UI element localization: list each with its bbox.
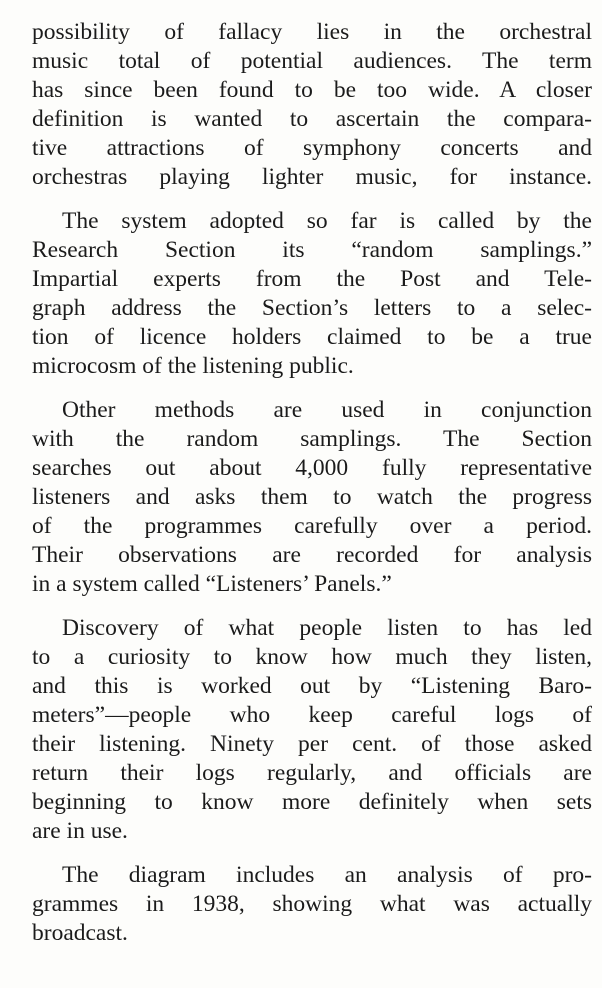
text-line: grammes in 1938, showing what was actually (32, 891, 592, 917)
text-line: possibility of fallacy lies in the orchestral (32, 19, 592, 45)
text-line: definition is wanted to ascertain the compara- (32, 106, 592, 132)
text-line: tion of licence holders claimed to be a true (32, 324, 592, 350)
text-line: with the random samplings. The Section (32, 426, 592, 452)
text-line: orchestras playing lighter music, for instance. (32, 164, 592, 190)
text-line: Research Section its “random samplings.” (32, 237, 592, 263)
text-line: to a curiosity to know how much they listen, (32, 644, 592, 670)
text-line: Their observations are recorded for analysis (32, 542, 592, 568)
text-line: Discovery of what people listen to has led (62, 615, 592, 641)
text-line: return their logs regularly, and officials are (32, 760, 592, 786)
text-line: beginning to know more definitely when sets (32, 789, 592, 815)
text-line: Other methods are used in conjunction (62, 397, 592, 423)
text-line: listeners and asks them to watch the progress (32, 484, 592, 510)
paragraph-4 (32, 614, 592, 846)
text-line: The diagram includes an analysis of pro- (62, 862, 592, 888)
paragraph-2 (32, 207, 592, 381)
paragraph-3 (32, 396, 592, 599)
text-line: Impartial experts from the Post and Tele- (32, 266, 592, 292)
text-line: and this is worked out by “Listening Baro- (32, 673, 592, 699)
text-line: of the programmes carefully over a period. (32, 513, 592, 539)
text-line: microcosm of the listening public. (32, 353, 354, 379)
text-line: searches out about 4,000 fully representative (32, 455, 592, 481)
article-column (32, 18, 592, 948)
text-line: has since been found to be too wide. A closer (32, 77, 592, 103)
text-line: graph address the Section’s letters to a selec- (32, 295, 592, 321)
text-line: The system adopted so far is called by the (62, 208, 592, 234)
text-line: meters”—people who keep careful logs of (32, 702, 592, 728)
text-line: tive attractions of symphony concerts and (32, 135, 592, 161)
text-line: music total of potential audiences. The term (32, 48, 592, 74)
text-line: are in use. (32, 818, 128, 844)
text-line: their listening. Ninety per cent. of those asked (32, 731, 592, 757)
text-line: in a system called “Listeners’ Panels.” (32, 571, 392, 597)
text-line: broadcast. (32, 920, 128, 946)
paragraph-1 (32, 18, 592, 192)
paragraph-5 (32, 861, 592, 948)
